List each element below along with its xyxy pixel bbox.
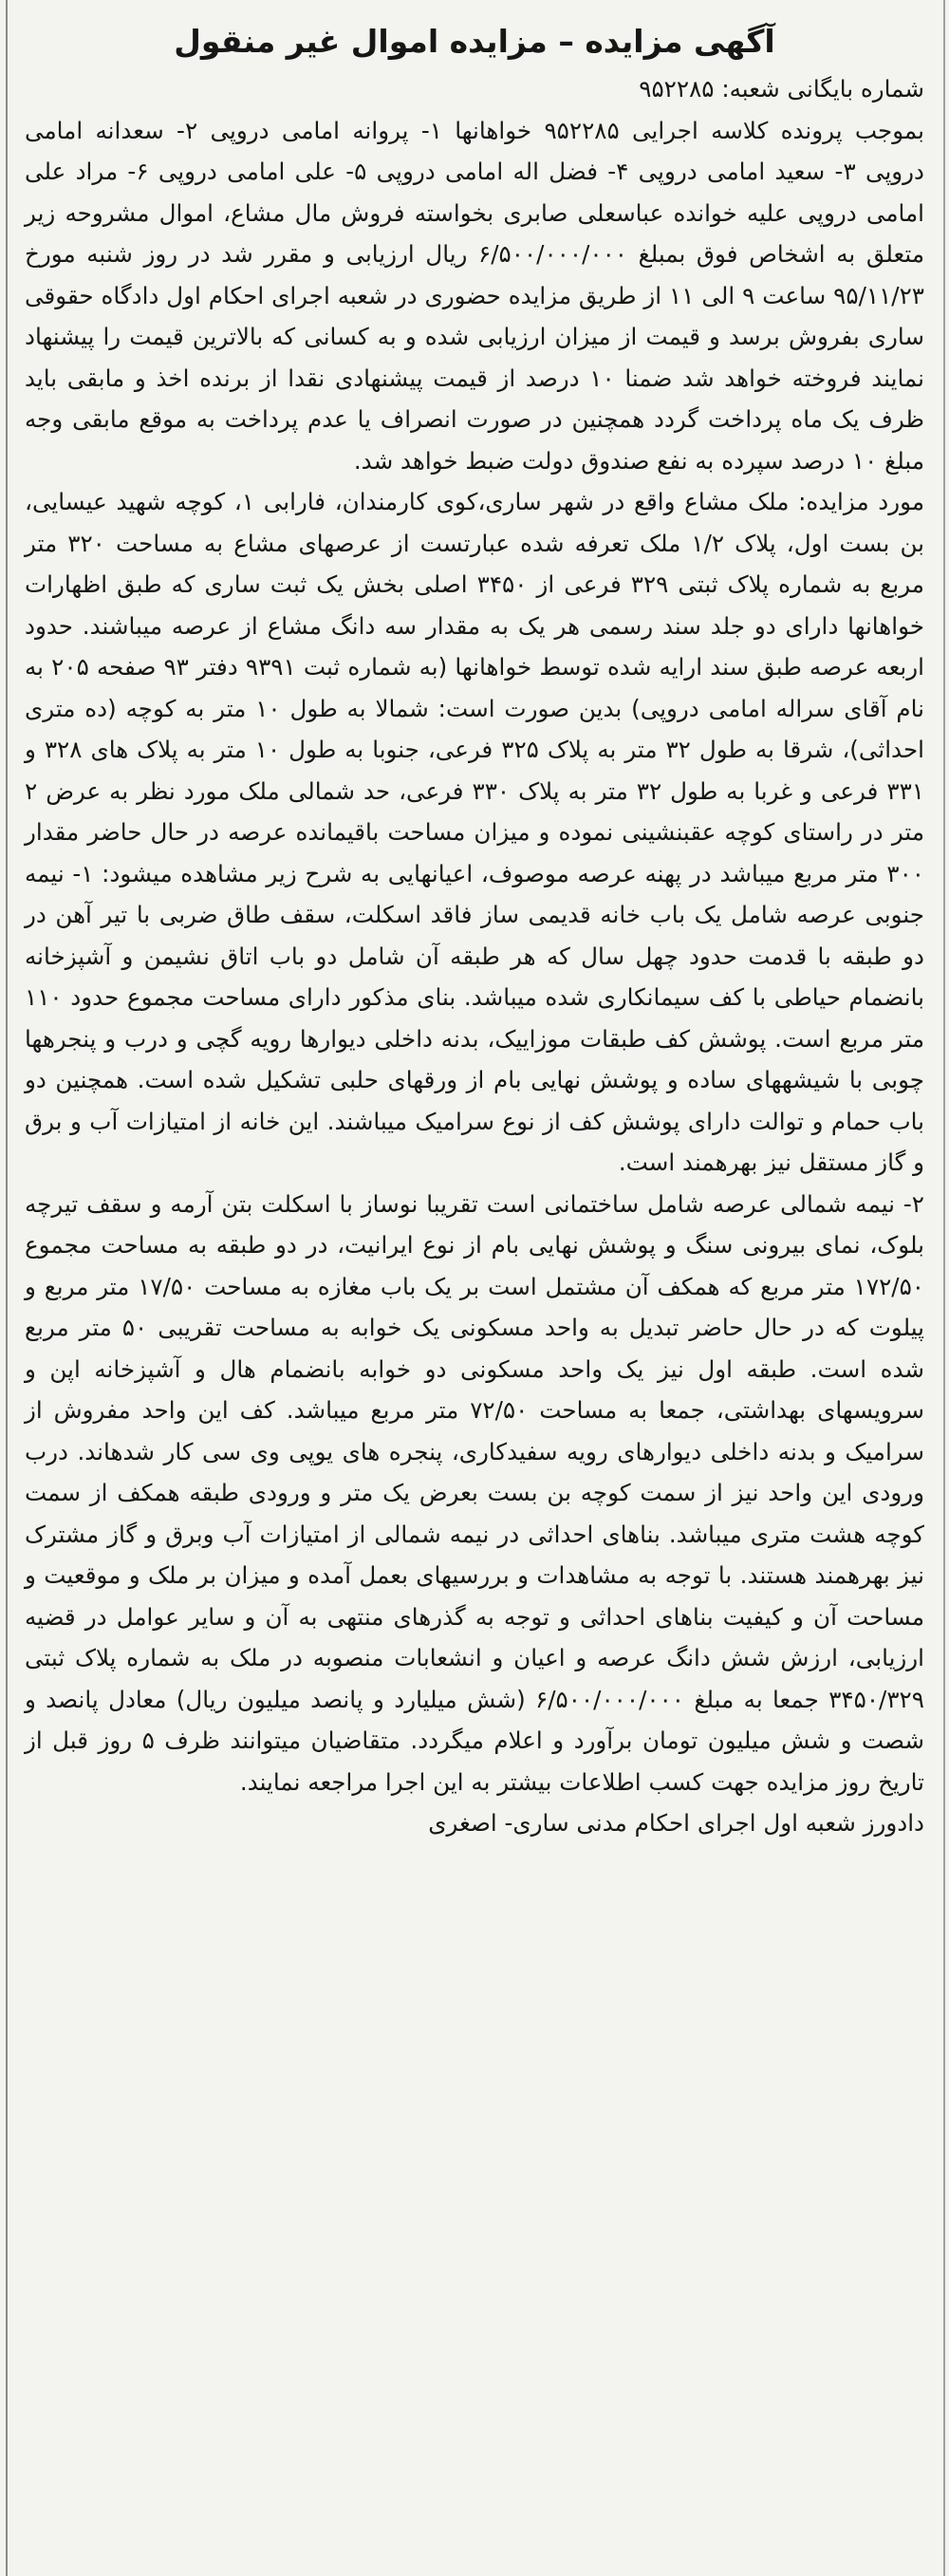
- property-description-paragraph: مورد مزایده: ملک مشاع واقع در شهر ساری،کوی کارمندان، فارابی ۱، کوچه شهید عیسایی، بن بست اول، پلاک ۱/۲ ملک تعرفه شده عبارتست از عرصهای مشاع به مساحت ۳۲۰ متر مربع به شماره پلاک ثبتی ۳۲۹ فرعی از ۳۴۵۰ اصلی بخش یک ثبت ساری که طبق اظهارات خواهانها دارای دو جلد سند رسمی هر یک به مقدار سه دانگ مشاع از عرصه میباشند. حدود اربعه عرصه طبق سند ارایه شده توسط خواهانها (به شماره ثبت ۹۳۹۱ دفتر ۹۳ صفحه ۲۰۵ به نام آقای سراله امامی دروپی) بدین صورت است: شمالا به طول ۱۰ متر به کوچه (ده متری احداثی)، شرقا به طول ۳۲ متر به پلاک ۳۲۵ فرعی، جنوبا به طول ۱۰ متر به پلاک های ۳۲۸ و ۳۳۱ فرعی و غربا به طول ۳۲ متر به پلاک ۳۳۰ فرعی، حد شمالی ملک مورد نظر به عرض ۲ متر در راستای کوچه عقبنشینی نموده و میزان مساحت باقیمانده عرصه در حال حاضر مقدار ۳۰۰ متر مربع میباشد در پهنه عرصه موصوف، اعیانهایی به شرح زیر مشاهده میشود: ۱- نیمه جنوبی عرصه شامل یک باب خانه قدیمی ساز فاقد اسکلت، سقف طاق ضربی با تیر آهن در دو طبقه با قدمت حدود چهل سال که هر طبقه آن شامل دو باب اتاق نشیمن و آشپزخانه بانضمام حیاطی با کف سیمانکاری شده میباشد. بنای مذکور دارای مساحت مجموع حدود ۱۱۰ متر مربع است. پوشش کف طبقات موزاییک، بدنه داخلی دیوارها رویه گچی و درب و پنجرهها چوبی با شیشههای ساده و پوشش نهایی بام از ورقهای حلبی تشکیل شده است. همچنین دو باب حمام و توالت دارای پوشش کف از نوع سرامیک میباشند. این خانه از امتیازات آب و برق و گاز مستقل نیز بهرهمند است.: [25, 488, 925, 1176]
- archive-number: شماره بایگانی شعبه: ۹۵۲۲۸۵: [639, 75, 924, 103]
- left-border-line: [6, 0, 8, 2576]
- auction-terms-paragraph: بموجب پرونده کلاسه اجرایی ۹۵۲۲۸۵ خواهانها ۱- پروانه امامی دروپی ۲- سعدانه امامی دروپی ۳- سعید امامی دروپی ۴- فضل اله امامی دروپی ۵- علی امامی دروپی ۶- مراد علی امامی دروپی علیه خوانده عباسعلی صابری بخواسته فروش مال مشاع، اموال مشروحه زیر متعلق به اشخاص فوق بمبلغ ۶/۵۰۰/۰۰۰/۰۰۰ ریال ارزیابی و مقرر شد در روز شنبه مورخ ۹۵/۱۱/۲۳ ساعت ۹ الی ۱۱ از طریق مزایده حضوری در شعبه اجرای احکام اول دادگاه حقوقی ساری بفروش برسد و قیمت از میزان ارزیابی شده و به کسانی که بالاترین قیمت را پیشنهاد نمایند فروخته خواهد شد ضمنا ۱۰ درصد از قیمت پیشنهادی نقدا از برنده اخذ و مابقی باید ظرف یک ماه پرداخت گردد همچنین در صورت انصراف یا عدم پرداخت به موقع مابقی وجه مبلغ ۱۰ درصد سپرده به نفع صندوق دولت ضبط خواهد شد.: [25, 116, 924, 475]
- right-border-line: [943, 0, 945, 2576]
- northern-building-paragraph: ۲- نیمه شمالی عرصه شامل ساختمانی است تقریبا نوساز با اسکلت بتن آرمه و سقف تیرچه بلوک، نمای بیرونی سنگ و پوشش نهایی بام از نوع ایرانیت، در دو طبقه به مساحت مجموع ۱۷۲/۵۰ متر مربع که همکف آن مشتمل است بر یک باب مغازه به مساحت ۱۷/۵۰ متر مربع و پیلوت که در حال حاضر تبدیل به واحد مسکونی یک خوابه به مساحت تقریبی ۵۰ متر مربع شده است. طبقه اول نیز یک واحد مسکونی دو خوابه بانضمام هال و آشپزخانه اپن و سرویسهای بهداشتی، جمعا به مساحت ۷۲/۵۰ متر مربع میباشد. کف این واحد مفروش از سرامیک و بدنه داخلی دیوارهای رویه سفیدکاری، پنجره های یوپی وی سی کار شدهاند. درب ورودی این واحد نیز از سمت کوچه بن بست بعرض یک متر و ورودی طبقه همکف از سمت کوچه هشت متری میباشد. بناهای احداثی در نیمه شمالی از امتیازات آب وبرق و گاز مشترک نیز بهرهمند هستند. با توجه به مشاهدات و بررسیهای بعمل آمده و میزان بر ملک و موقعیت و مساحت آن و کیفیت بناهای احداثی و توجه به گذرهای منتهی به آن و سایر عوامل در قضیه ارزیابی، ارزش شش دانگ عرصه و اعیان و انشعابات منصوبه در ملک به شماره پلاک ثبتی ۳۴۵۰/۳۲۹ جمعا به مبلغ ۶/۵۰۰/۰۰۰/۰۰۰ (شش میلیارد و پانصد میلیون ریال) معادل پانصد و شصت و شش میلیون تومان برآورد و اعلام میگردد. متقاضیان میتوانند ظرف ۵ روز قبل از تاریخ روز مزایده جهت کسب اطلاعات بیشتر به این اجرا مراجعه نمایند.: [25, 1189, 925, 1796]
- signature-line: دادورز شعبه اول اجرای احکام مدنی ساری- اصغری: [428, 1809, 924, 1837]
- notice-title: آگهی مزایده – مزایده اموال غیر منقول: [174, 23, 775, 60]
